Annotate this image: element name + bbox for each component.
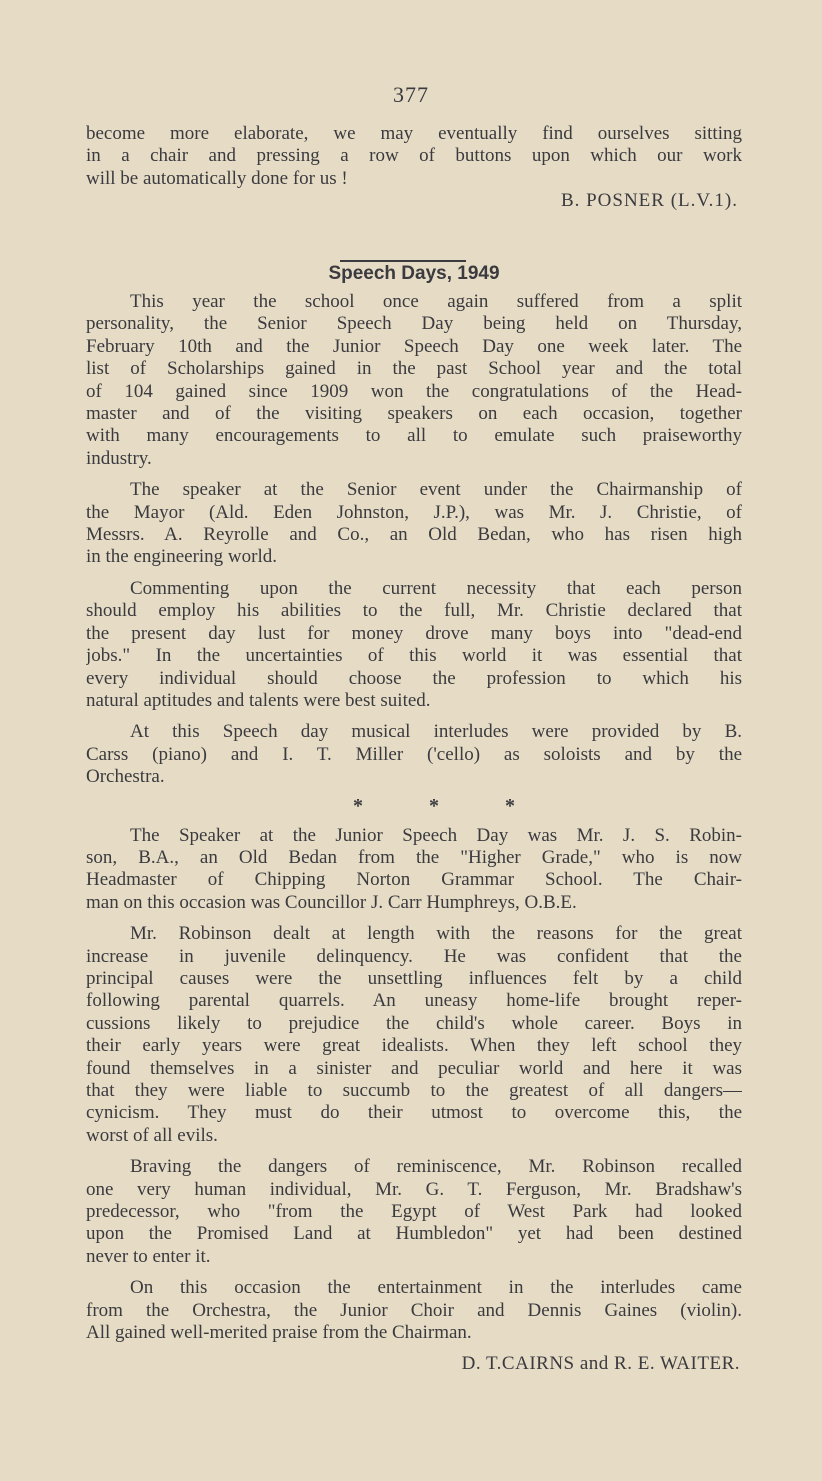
article-paragraph xyxy=(86,825,742,915)
text-line: personality, the Senior Speech Day being held on Thursday, xyxy=(86,313,742,335)
text-line: All gained well-merited praise from the Chairman. xyxy=(86,1322,472,1344)
section-divider xyxy=(340,260,466,262)
text-line: their early years were great idealists. When they left school they xyxy=(86,1035,742,1057)
text-line: Orchestra. xyxy=(86,766,165,788)
text-line: cussions likely to prejudice the child's whole career. Boys in xyxy=(86,1012,742,1034)
text-line: every individual should choose the profession to which his xyxy=(86,667,742,689)
article-paragraph xyxy=(86,923,742,1147)
intro-paragraph xyxy=(86,123,742,213)
text-line: list of Scholarships gained in the past School year and the total xyxy=(86,358,742,380)
text-line: increase in juvenile delinquency. He was confident that the xyxy=(86,945,742,967)
text-line: that they were liable to succumb to the greatest of all dangers— xyxy=(86,1080,742,1101)
text-line: following parental quarrels. An uneasy home-life brought reper- xyxy=(86,990,742,1012)
article-paragraph xyxy=(86,1277,742,1344)
text-line: should employ his abilities to the full, Mr. Christie declared that xyxy=(86,600,742,622)
text-line: The speaker at the Senior event under the Chairmanship of xyxy=(130,479,742,501)
text-line: cynicism. They must do their utmost to overcome this, the xyxy=(86,1102,742,1124)
article-signature: D. T.CAIRNS and R. E. WAITER. xyxy=(461,1353,740,1375)
text-line: of 104 gained since 1909 won the congratulations of the Head- xyxy=(86,380,742,402)
text-line: Commenting upon the current necessity that each person xyxy=(130,577,742,599)
text-line: Carss (piano) and I. T. Miller ('cello) as soloists and by the xyxy=(86,743,742,765)
text-line: son, B.A., an Old Bedan from the "Higher Grade," who is now xyxy=(86,846,742,868)
text-line: jobs." In the uncertainties of this world it was essential that xyxy=(86,645,742,667)
article-title xyxy=(0,263,822,285)
text-line: February 10th and the Junior Speech Day one week later. The xyxy=(86,335,742,357)
text-line: found themselves in a sinister and peculiar world and here it was xyxy=(86,1057,742,1079)
article-paragraph xyxy=(86,721,742,788)
text-line: Braving the dangers of reminiscence, Mr. Robinson recalled xyxy=(130,1156,742,1178)
article-paragraph xyxy=(86,578,742,712)
page-number: 377 xyxy=(393,82,429,107)
star-glyph: * xyxy=(429,794,439,817)
text-line: worst of all evils. xyxy=(86,1124,218,1146)
star-glyph: * xyxy=(505,794,515,817)
text-line: the Mayor (Ald. Eden Johnston, J.P.), was Mr. J. Christie, of xyxy=(86,501,742,523)
text-line: Headmaster of Chipping Norton Grammar School. The Chair- xyxy=(86,869,742,891)
text-line: man on this occasion was Councillor J. Carr Humphreys, O.B.E. xyxy=(86,891,577,913)
text-line: will be automatically done for us ! xyxy=(86,167,348,189)
text-line: the present day lust for money drove many boys into "dead-end xyxy=(86,622,742,644)
text-line: Messrs. A. Reyrolle and Co., an Old Bedan, who has risen high xyxy=(86,524,742,546)
article-body xyxy=(86,291,742,1376)
text-line: in the engineering world. xyxy=(86,546,278,568)
section-separator-stars xyxy=(86,794,742,818)
article-paragraph xyxy=(86,291,742,470)
text-line: industry. xyxy=(86,447,152,469)
text-line: never to enter it. xyxy=(86,1245,211,1267)
intro-signature: B. POSNER (L.V.1). xyxy=(560,190,738,212)
text-line: On this occasion the entertainment in the interludes came xyxy=(130,1277,742,1299)
text-line: become more elaborate, we may eventually find ourselves sitting xyxy=(86,123,742,144)
article-paragraph xyxy=(86,1156,742,1268)
text-line: This year the school once again suffered from a split xyxy=(130,291,742,312)
article-paragraph xyxy=(86,479,742,569)
text-line: At this Speech day musical interludes were provided by B. xyxy=(130,721,742,743)
article-title-text: Speech Days, 1949 xyxy=(328,263,500,284)
text-line: upon the Promised Land at Humbledon" yet had been destined xyxy=(86,1223,742,1245)
text-line: master and of the visiting speakers on each occasion, together xyxy=(86,403,742,425)
star-glyph: * xyxy=(353,794,363,817)
text-line: predecessor, who "from the Egypt of West Park had looked xyxy=(86,1201,742,1223)
text-line: The Speaker at the Junior Speech Day was Mr. J. S. Robin- xyxy=(130,824,742,846)
text-line: with many encouragements to all to emulate such praiseworthy xyxy=(86,425,742,447)
text-line: in a chair and pressing a row of buttons upon which our work xyxy=(86,145,742,167)
text-line: Mr. Robinson dealt at length with the reasons for the great xyxy=(130,923,742,945)
text-line: one very human individual, Mr. G. T. Ferguson, Mr. Bradshaw's xyxy=(86,1178,742,1200)
text-line: from the Orchestra, the Junior Choir and Dennis Gaines (violin). xyxy=(86,1299,742,1321)
text-line: natural aptitudes and talents were best suited. xyxy=(86,689,431,711)
text-line: principal causes were the unsettling influences felt by a child xyxy=(86,967,742,989)
